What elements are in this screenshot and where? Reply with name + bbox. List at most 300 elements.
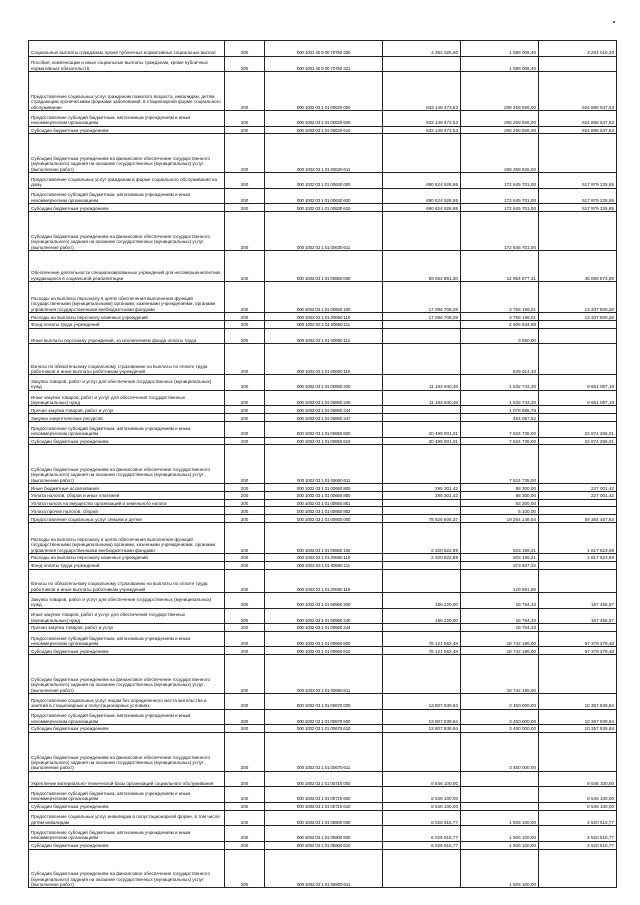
executed-amount-cell: 373 507,22 <box>461 561 539 569</box>
table-row <box>29 631 617 647</box>
executed-amount-cell: 1 506 100,00 <box>461 826 539 842</box>
expense-name-cell: Предоставление субсидий бюджетным, автономным учреждениям и иным некоммерческим организациям <box>29 631 225 647</box>
line-code-cell: 200 <box>225 320 265 328</box>
approved-amount-cell <box>383 445 461 484</box>
budget-classification-code-cell: 000 1002 03 1 01 00650 247 <box>265 414 383 422</box>
table-row <box>29 390 617 406</box>
budget-classification-code-cell: 000 1002 03 1 01 00650 851 <box>265 499 383 507</box>
executed-amount-cell: 68 300,00 <box>461 491 539 499</box>
approved-amount-cell <box>383 849 461 888</box>
approved-amount-cell <box>383 320 461 328</box>
approved-amount-cell: 30 499 001,01 <box>383 437 461 445</box>
unexecuted-amount-cell <box>539 320 617 328</box>
budget-classification-code-cell: 000 1002 03 1 01 00650 610 <box>265 437 383 445</box>
budget-classification-code-cell: 000 1002 03 1 01 00650 600 <box>265 421 383 437</box>
expense-name-cell: Предоставление субсидий бюджетным, автономным учреждениям и иным некоммерческим организациям <box>29 110 225 126</box>
line-code-cell: 200 <box>225 445 265 484</box>
budget-classification-code-cell: 000 1002 03 1 01 00650 244 <box>265 406 383 414</box>
budget-classification-code-cell: 000 1002 03 1 01 00650 800 <box>265 484 383 492</box>
approved-amount-cell: 8 546 100,00 <box>383 802 461 810</box>
expense-name-cell: Субсидии бюджетным учреждениям <box>29 802 225 810</box>
expense-name-cell: Предоставление социальных услуг лицам без определенного места жительства и занятий в стационарных и полустационарных условиях <box>29 694 225 710</box>
approved-amount-cell: 76 121 562,48 <box>383 647 461 655</box>
table-row <box>29 204 617 212</box>
expense-name-cell: Расходы на выплаты персоналу в целях обеспечения выполнения функций государственными (муниципальными) органами, казенными учреждениями, органами управления государственными внебюджетными фондами <box>29 282 225 313</box>
expense-name-cell: Пособия, компенсации и иные социальные выплаты гражданам, кроме публичных нормативных обязательств <box>29 56 225 72</box>
expense-name-cell: Предоставление социальных услуг семьям и детям <box>29 515 225 523</box>
executed-amount-cell: 63 200,00 <box>461 499 539 507</box>
line-code-cell: 200 <box>225 134 265 173</box>
expense-name-cell: Уплата прочих налогов, сборов <box>29 507 225 515</box>
unexecuted-amount-cell <box>539 212 617 251</box>
approved-amount-cell: 76 121 562,48 <box>383 631 461 647</box>
budget-classification-code-cell: 000 1002 03 1 01 00620 600 <box>265 110 383 126</box>
unexecuted-amount-cell <box>539 134 617 173</box>
line-code-cell: 200 <box>225 631 265 647</box>
line-code-cell: 200 <box>225 56 265 72</box>
table-row <box>29 624 617 632</box>
line-code-cell: 200 <box>225 608 265 624</box>
executed-amount-cell: 7 624 735,00 <box>461 445 539 484</box>
expense-name-cell: Иные закупки товаров, работ и услуг для обеспечения государственных (муниципальных) нужд <box>29 390 225 406</box>
executed-amount-cell: 3 759 199,01 <box>461 282 539 313</box>
table-row <box>29 445 617 484</box>
unexecuted-amount-cell: 9 651 097,18 <box>539 375 617 391</box>
approved-amount-cell: 186 220,00 <box>383 608 461 624</box>
line-code-cell: 200 <box>225 554 265 562</box>
unexecuted-amount-cell <box>539 561 617 569</box>
expense-name-cell: Расходы на выплаты персоналу казенных учреждений <box>29 313 225 321</box>
budget-classification-code-cell: 000 1002 03 1 01 00710 600 <box>265 787 383 803</box>
approved-amount-cell <box>383 561 461 569</box>
unexecuted-amount-cell: 13 337 509,28 <box>539 313 617 321</box>
unexecuted-amount-cell: 227 001,42 <box>539 484 617 492</box>
expense-name-cell: Иные выплаты персоналу учреждений, за исключением фонда оплаты труда <box>29 328 225 344</box>
unexecuted-amount-cell: 4 520 515,77 <box>539 810 617 826</box>
approved-amount-cell: 6 026 615,77 <box>383 810 461 826</box>
line-code-cell: 200 <box>225 771 265 787</box>
line-code-cell: 200 <box>225 110 265 126</box>
unexecuted-amount-cell: 4 520 515,77 <box>539 841 617 849</box>
budget-classification-code-cell: 000 1002 03 1 01 00660 100 <box>265 523 383 554</box>
table-row <box>29 499 617 507</box>
line-code-cell: 200 <box>225 655 265 694</box>
line-code-cell: 200 <box>225 810 265 826</box>
executed-amount-cell: 7 624 735,00 <box>461 437 539 445</box>
budget-classification-code-cell: 000 1002 03 1 01 00660 600 <box>265 631 383 647</box>
table-row <box>29 126 617 134</box>
table-row <box>29 826 617 842</box>
unexecuted-amount-cell: 8 546 100,00 <box>539 771 617 787</box>
budget-classification-code-cell: 000 1002 03 1 01 00710 000 <box>265 771 383 787</box>
budget-classification-code-cell: 000 1002 03 1 01 00650 850 <box>265 491 383 499</box>
approved-amount-cell: 11 183 840,48 <box>383 390 461 406</box>
line-code-cell: 200 <box>225 406 265 414</box>
budget-classification-code-cell: 000 1002 03 1 01 05900 611 <box>265 849 383 888</box>
approved-amount-cell <box>383 406 461 414</box>
budget-classification-code-cell: 000 1002 03 1 01 00630 000 <box>265 173 383 189</box>
approved-amount-cell <box>383 134 461 173</box>
unexecuted-amount-cell: 8 546 100,00 <box>539 787 617 803</box>
unexecuted-amount-cell <box>539 56 617 72</box>
expense-name-cell: Иные бюджетные ассигнования <box>29 484 225 492</box>
table-row <box>29 344 617 375</box>
approved-amount-cell: 2 320 822,89 <box>383 523 461 554</box>
expense-name-cell: Закупка товаров, работ и услуг для обеспечения государственных (муниципальных) нужд <box>29 592 225 608</box>
executed-amount-cell: 2 906 534,68 <box>461 320 539 328</box>
executed-amount-cell: 172 645 701,00 <box>461 188 539 204</box>
line-code-cell: 200 <box>225 569 265 592</box>
budget-classification-code-cell: 000 1002 03 1 01 00660 119 <box>265 569 383 592</box>
unexecuted-amount-cell: 57 379 378,48 <box>539 631 617 647</box>
table-row <box>29 282 617 313</box>
expense-name-cell: Уплата налогов, сборов и иных платежей <box>29 491 225 499</box>
approved-amount-cell <box>383 507 461 515</box>
budget-classification-code-cell: 000 1002 03 1 01 00620 611 <box>265 134 383 173</box>
unexecuted-amount-cell <box>539 624 617 632</box>
unexecuted-amount-cell: 624 888 547,53 <box>539 126 617 134</box>
unexecuted-amount-cell: 22 874 266,01 <box>539 421 617 437</box>
expense-name-cell: Предоставление социальных услуг инвалидам в полустационарной форме, в том числе детям-инвалидам <box>29 810 225 826</box>
expense-name-cell: Субсидии бюджетным учреждениям <box>29 126 225 134</box>
speck-mark <box>613 21 615 23</box>
unexecuted-amount-cell <box>539 655 617 694</box>
line-code-cell: 200 <box>225 414 265 422</box>
table-row <box>29 709 617 725</box>
line-code-cell: 200 <box>225 787 265 803</box>
line-code-cell: 200 <box>225 484 265 492</box>
approved-amount-cell: 833 148 473,53 <box>383 110 461 126</box>
approved-amount-cell <box>383 624 461 632</box>
budget-classification-code-cell: 000 1002 03 1 01 00650 112 <box>265 328 383 344</box>
budget-classification-code-cell: 000 1002 03 1 01 00650 100 <box>265 282 383 313</box>
expense-name-cell: Уплата налога на имущество организаций и земельного налога <box>29 499 225 507</box>
executed-amount-cell: 208 259 926,00 <box>461 110 539 126</box>
executed-amount-cell: 503 199,21 <box>461 523 539 554</box>
budget-classification-code-cell: 000 1002 03 1 01 00660 110 <box>265 554 383 562</box>
unexecuted-amount-cell: 22 874 266,01 <box>539 437 617 445</box>
executed-amount-cell: 1 506 100,00 <box>461 841 539 849</box>
approved-amount-cell: 186 220,00 <box>383 592 461 608</box>
line-code-cell: 200 <box>225 499 265 507</box>
unexecuted-amount-cell <box>539 849 617 888</box>
executed-amount-cell: 5 100,00 <box>461 507 539 515</box>
expense-name-cell: Предоставление субсидий бюджетным, автономным учреждениям и иным некоммерческим организациям <box>29 787 225 803</box>
executed-amount-cell: 849 014,33 <box>461 344 539 375</box>
approved-amount-cell: 690 624 926,95 <box>383 204 461 212</box>
unexecuted-amount-cell: 8 546 100,00 <box>539 802 617 810</box>
line-code-cell: 200 <box>225 188 265 204</box>
executed-amount-cell: 1 506 100,00 <box>461 849 539 888</box>
table-row <box>29 437 617 445</box>
unexecuted-amount-cell: 10 357 939,84 <box>539 709 617 725</box>
budget-classification-code-cell: 000 1002 03 1 01 00650 240 <box>265 390 383 406</box>
line-code-cell: 200 <box>225 313 265 321</box>
budget-classification-code-cell: 000 1002 03 1 01 00630 610 <box>265 204 383 212</box>
executed-amount-cell: 68 300,00 <box>461 484 539 492</box>
executed-amount-cell: 1 506 100,00 <box>461 810 539 826</box>
approved-amount-cell: 13 807 939,84 <box>383 709 461 725</box>
expense-name-cell: Предоставление субсидий бюджетным, автономным учреждениям и иным некоммерческим организациям <box>29 188 225 204</box>
executed-amount-cell: 172 645 701,00 <box>461 212 539 251</box>
executed-amount-cell: 18 764,33 <box>461 624 539 632</box>
table-row <box>29 592 617 608</box>
unexecuted-amount-cell: 4 520 515,77 <box>539 826 617 842</box>
table-row <box>29 655 617 694</box>
line-code-cell: 200 <box>225 390 265 406</box>
executed-amount-cell: 1 088 006,40 <box>461 41 539 57</box>
line-code-cell: 200 <box>225 491 265 499</box>
approved-amount-cell: 4 352 025,60 <box>383 41 461 57</box>
unexecuted-amount-cell: 10 357 939,84 <box>539 694 617 710</box>
unexecuted-amount-cell: 167 455,67 <box>539 592 617 608</box>
budget-classification-code-cell: 000 1002 03 1 01 00620 000 <box>265 72 383 111</box>
line-code-cell: 200 <box>225 328 265 344</box>
executed-amount-cell: 3 450 000,00 <box>461 732 539 771</box>
approved-amount-cell <box>383 655 461 694</box>
executed-amount-cell: 3 450 000,00 <box>461 725 539 733</box>
expense-name-cell: Предоставление субсидий бюджетным, автономным учреждениям и иным некоммерческим организациям <box>29 709 225 725</box>
table-row <box>29 787 617 803</box>
executed-amount-cell <box>461 771 539 787</box>
line-code-cell: 200 <box>225 507 265 515</box>
budget-classification-code-cell: 000 1002 03 1 01 00650 611 <box>265 445 383 484</box>
table-row <box>29 328 617 344</box>
approved-amount-cell <box>383 344 461 375</box>
approved-amount-cell: 11 183 840,48 <box>383 375 461 391</box>
table-row <box>29 554 617 562</box>
expense-name-cell: Субсидии бюджетным учреждениям на финансовое обеспечение государственного (муниципального) задания на оказание государственных (муниципальных) услуг (выполнение работ) <box>29 732 225 771</box>
table-row <box>29 250 617 281</box>
expense-name-cell: Укрепление материально-технической базы организаций социального обслуживания <box>29 771 225 787</box>
table-row <box>29 849 617 888</box>
table-row <box>29 515 617 523</box>
table-row <box>29 523 617 554</box>
expense-name-cell: Фонд оплаты труда учреждений <box>29 561 225 569</box>
line-code-cell: 200 <box>225 561 265 569</box>
budget-classification-code-cell: 000 1002 03 1 01 00660 244 <box>265 624 383 632</box>
expense-name-cell: Субсидии бюджетным учреждениям <box>29 437 225 445</box>
unexecuted-amount-cell <box>539 328 617 344</box>
expense-name-cell: Субсидии бюджетным учреждениям <box>29 841 225 849</box>
table-row <box>29 608 617 624</box>
expense-name-cell: Субсидии бюджетным учреждениям на финансовое обеспечение государственного (муниципального) задания на оказание государственных (муниципальных) услуг (выполнение работ) <box>29 445 225 484</box>
line-code-cell: 200 <box>225 826 265 842</box>
line-code-cell: 200 <box>225 344 265 375</box>
executed-amount-cell: 18 742 185,00 <box>461 647 539 655</box>
unexecuted-amount-cell: 517 979 225,95 <box>539 204 617 212</box>
executed-amount-cell: 18 764,33 <box>461 592 539 608</box>
unexecuted-amount-cell <box>539 445 617 484</box>
table-row <box>29 406 617 414</box>
unexecuted-amount-cell <box>539 414 617 422</box>
table-row <box>29 841 617 849</box>
budget-classification-code-cell: 000 1002 03 1 01 00660 200 <box>265 592 383 608</box>
approved-amount-cell: 17 096 708,29 <box>383 313 461 321</box>
unexecuted-amount-cell <box>539 499 617 507</box>
executed-amount-cell <box>461 787 539 803</box>
unexecuted-amount-cell <box>539 344 617 375</box>
approved-amount-cell <box>383 499 461 507</box>
table-row <box>29 313 617 321</box>
approved-amount-cell <box>383 56 461 72</box>
budget-classification-code-cell: 000 1002 03 1 01 00710 610 <box>265 802 383 810</box>
budget-classification-code-cell: 000 1002 03 1 01 05900 600 <box>265 826 383 842</box>
table-row <box>29 134 617 173</box>
executed-amount-cell: 3 450 000,00 <box>461 694 539 710</box>
line-code-cell: 200 <box>225 624 265 632</box>
line-code-cell: 200 <box>225 841 265 849</box>
line-code-cell: 200 <box>225 204 265 212</box>
approved-amount-cell: 6 026 615,77 <box>383 826 461 842</box>
unexecuted-amount-cell <box>539 569 617 592</box>
budget-classification-code-cell: 000 1002 03 1 01 00670 610 <box>265 725 383 733</box>
unexecuted-amount-cell: 227 001,42 <box>539 491 617 499</box>
budget-classification-code-cell: 000 1002 03 1 01 00650 852 <box>265 507 383 515</box>
executed-amount-cell: 503 199,21 <box>461 554 539 562</box>
line-code-cell: 200 <box>225 694 265 710</box>
unexecuted-amount-cell: 517 979 225,95 <box>539 188 617 204</box>
executed-amount-cell: 1 532 743,30 <box>461 390 539 406</box>
approved-amount-cell: 833 148 473,53 <box>383 72 461 111</box>
budget-classification-code-cell: 000 1002 03 1 01 00630 611 <box>265 212 383 251</box>
budget-classification-code-cell: 000 1002 03 1 01 00650 000 <box>265 250 383 281</box>
executed-amount-cell: 208 259 926,00 <box>461 126 539 134</box>
line-code-cell: 200 <box>225 375 265 391</box>
table-row <box>29 694 617 710</box>
expense-name-cell: Субсидии бюджетным учреждениям <box>29 647 225 655</box>
executed-amount-cell <box>461 802 539 810</box>
expense-name-cell: Прочая закупка товаров, работ и услуг <box>29 624 225 632</box>
executed-amount-cell: 18 742 185,00 <box>461 631 539 647</box>
unexecuted-amount-cell: 3 264 019,20 <box>539 41 617 57</box>
approved-amount-cell: 17 096 708,29 <box>383 282 461 313</box>
table-row <box>29 561 617 569</box>
approved-amount-cell: 13 807 939,84 <box>383 725 461 733</box>
line-code-cell: 200 <box>225 732 265 771</box>
table-row <box>29 507 617 515</box>
line-code-cell: 200 <box>225 802 265 810</box>
expense-name-cell: Субсидии бюджетным учреждениям на финансовое обеспечение государственного (муниципального) задания на оказание государственных (муниципальных) услуг (выполнение работ) <box>29 655 225 694</box>
table-row <box>29 110 617 126</box>
unexecuted-amount-cell: 167 455,67 <box>539 608 617 624</box>
unexecuted-amount-cell: 59 364 457,83 <box>539 515 617 523</box>
line-code-cell: 200 <box>225 173 265 189</box>
approved-amount-cell: 30 499 001,01 <box>383 421 461 437</box>
line-code-cell: 200 <box>225 523 265 554</box>
expense-name-cell: Социальные выплаты гражданам, кроме публичных нормативных социальных выплат <box>29 41 225 57</box>
unexecuted-amount-cell: 10 357 939,84 <box>539 725 617 733</box>
budget-classification-code-cell: 000 1002 03 1 01 05900 000 <box>265 810 383 826</box>
expense-name-cell: Субсидии бюджетным учреждениям <box>29 204 225 212</box>
expense-name-cell: Закупка товаров, работ и услуг для обеспечения государственных (муниципальных) нужд <box>29 375 225 391</box>
executed-amount-cell: 7 624 735,00 <box>461 421 539 437</box>
table-row <box>29 188 617 204</box>
executed-amount-cell: 12 954 977,31 <box>461 250 539 281</box>
approved-amount-cell: 295 301,42 <box>383 491 461 499</box>
budget-classification-code-cell: 000 1002 03 1 01 00670 611 <box>265 732 383 771</box>
approved-amount-cell <box>383 328 461 344</box>
unexecuted-amount-cell: 46 099 873,89 <box>539 250 617 281</box>
expense-name-cell: Субсидии бюджетным учреждениям <box>29 725 225 733</box>
executed-amount-cell: 3 450 000,00 <box>461 709 539 725</box>
approved-amount-cell: 78 628 605,37 <box>383 515 461 523</box>
unexecuted-amount-cell: 9 651 097,18 <box>539 390 617 406</box>
approved-amount-cell <box>383 569 461 592</box>
budget-classification-code-cell: 000 1002 03 1 01 00650 110 <box>265 313 383 321</box>
executed-amount-cell: 1 088 006,40 <box>461 56 539 72</box>
table-row <box>29 732 617 771</box>
approved-amount-cell <box>383 212 461 251</box>
unexecuted-amount-cell: 624 888 547,53 <box>539 72 617 111</box>
expense-name-cell: Предоставление субсидий бюджетным, автономным учреждениям и иным некоммерческим организациям <box>29 421 225 437</box>
approved-amount-cell: 690 624 926,95 <box>383 188 461 204</box>
table-body <box>29 41 617 888</box>
approved-amount-cell: 295 301,42 <box>383 484 461 492</box>
unexecuted-amount-cell: 1 817 623,68 <box>539 554 617 562</box>
table-row <box>29 212 617 251</box>
line-code-cell: 200 <box>225 725 265 733</box>
executed-amount-cell: 1 532 743,30 <box>461 375 539 391</box>
budget-classification-code-cell: 000 1002 03 1 01 00660 000 <box>265 515 383 523</box>
executed-amount-cell: 3 650,00 <box>461 328 539 344</box>
table-row <box>29 173 617 189</box>
approved-amount-cell: 8 546 100,00 <box>383 787 461 803</box>
table-row <box>29 320 617 328</box>
executed-amount-cell: 1 078 685,78 <box>461 406 539 414</box>
unexecuted-amount-cell: 13 337 509,28 <box>539 282 617 313</box>
table-row <box>29 569 617 592</box>
budget-classification-code-cell: 000 1002 03 1 01 00660 111 <box>265 561 383 569</box>
table-row <box>29 484 617 492</box>
line-code-cell: 200 <box>225 212 265 251</box>
table-row <box>29 491 617 499</box>
approved-amount-cell: 13 807 939,84 <box>383 694 461 710</box>
budget-classification-code-cell: 000 1002 03 1 01 05900 610 <box>265 841 383 849</box>
budget-classification-code-cell: 000 1002 03 1 01 00670 000 <box>265 694 383 710</box>
executed-amount-cell: 19 264 148,54 <box>461 515 539 523</box>
executed-amount-cell: 129 691,99 <box>461 569 539 592</box>
expense-name-cell: Взносы по обязательному социальному страхованию на выплаты по оплате труда работников и иные выплаты работникам учреждений <box>29 569 225 592</box>
executed-amount-cell: 454 057,52 <box>461 414 539 422</box>
expense-name-cell: Прочая закупка товаров, работ и услуг <box>29 406 225 414</box>
budget-expense-table <box>28 40 617 888</box>
executed-amount-cell: 18 742 185,00 <box>461 655 539 694</box>
approved-amount-cell: 690 624 926,95 <box>383 173 461 189</box>
executed-amount-cell: 208 259 926,00 <box>461 72 539 111</box>
table-row <box>29 72 617 111</box>
table-row <box>29 56 617 72</box>
budget-classification-code-cell: 000 1002 03 1 01 00620 610 <box>265 126 383 134</box>
approved-amount-cell <box>383 414 461 422</box>
budget-classification-code-cell: 000 1001 40 9 00 70750 321 <box>265 56 383 72</box>
approved-amount-cell: 6 026 615,77 <box>383 841 461 849</box>
expense-name-cell: Взносы по обязательному социальному страхованию на выплаты по оплате труда работников и иные выплаты работникам учреждений <box>29 344 225 375</box>
table-row <box>29 647 617 655</box>
expense-name-cell: Расходы на выплаты персоналу в целях обеспечения выполнения функций государственными (муниципальными) органами, казенными учреждениями, органами управления государственными внебюджетными фондами <box>29 523 225 554</box>
table-row <box>29 810 617 826</box>
line-code-cell: 200 <box>225 647 265 655</box>
budget-classification-code-cell: 000 1002 03 1 01 00660 240 <box>265 608 383 624</box>
line-code-cell: 200 <box>225 282 265 313</box>
expense-name-cell: Субсидии бюджетным учреждениям на финансовое обеспечение государственного (муниципального) задания на оказание государственных (муниципальных) услуг (выполнение работ) <box>29 849 225 888</box>
unexecuted-amount-cell: 1 817 623,68 <box>539 523 617 554</box>
unexecuted-amount-cell: 624 888 547,53 <box>539 110 617 126</box>
approved-amount-cell: 2 320 822,89 <box>383 554 461 562</box>
executed-amount-cell: 172 645 701,00 <box>461 173 539 189</box>
approved-amount-cell: 59 054 851,20 <box>383 250 461 281</box>
executed-amount-cell: 18 764,33 <box>461 608 539 624</box>
